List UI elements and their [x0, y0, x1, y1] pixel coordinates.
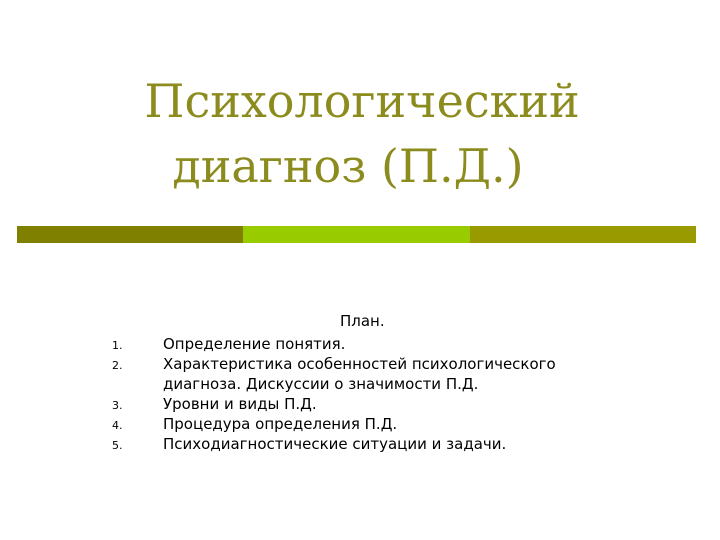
- plan-item-number: 5.: [112, 439, 123, 452]
- plan-item-text-continued: диагноза. Дискуссии о значимости П.Д.: [163, 375, 479, 393]
- slide-title-line-2: диагноз (П.Д.): [172, 139, 524, 193]
- plan-item-2: [112, 354, 672, 394]
- plan-item-1: [112, 334, 672, 354]
- slide-title-line-1: Психологический: [144, 74, 580, 128]
- plan-item-number: 1.: [112, 339, 123, 352]
- plan-item-number: 2.: [112, 359, 123, 372]
- plan-item-text: Характеристика особенностей психологического: [163, 355, 556, 373]
- plan-item-text: Процедура определения П.Д.: [163, 415, 398, 433]
- plan-item-text: Психодиагностические ситуации и задачи.: [163, 435, 507, 453]
- divider-segment-dark-olive: [17, 226, 243, 243]
- plan-item-text: Определение понятия.: [163, 335, 346, 353]
- plan-list: [112, 334, 672, 454]
- divider-segment-lime: [243, 226, 470, 243]
- plan-item-text: Уровни и виды П.Д.: [163, 395, 317, 413]
- plan-item-3: [112, 394, 672, 414]
- divider-segment-olive: [470, 226, 696, 243]
- plan-heading: План.: [340, 312, 385, 330]
- plan-item-4: [112, 414, 672, 434]
- plan-item-5: [112, 434, 672, 454]
- plan-item-number: 3.: [112, 399, 123, 412]
- plan-item-number: 4.: [112, 419, 123, 432]
